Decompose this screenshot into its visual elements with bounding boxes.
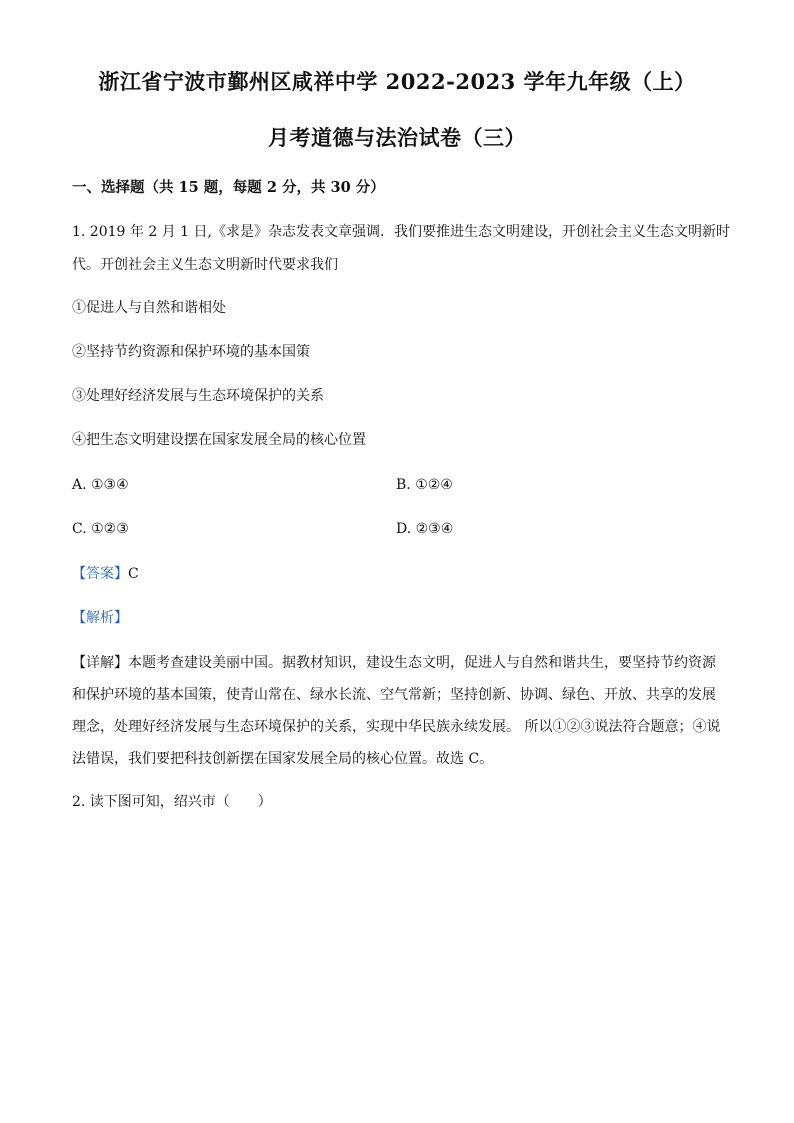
q1-stem-line-1: 1. 2019 年 2 月 1 日,《求是》杂志发表文章强调．我们要推进生态文明建设，开创社会主义生态文明新时 bbox=[72, 224, 730, 240]
q1-statement-3: ③处理好经济发展与生态环境保护的关系 bbox=[72, 388, 324, 404]
q1-detail-line-2: 和保护环境的基本国策，使青山常在、绿水长流、空气常新；坚持创新、协调、绿色、开放、共享的发展 bbox=[72, 687, 716, 703]
document-title-line-2: 月考道德与法治试卷（三） bbox=[268, 125, 526, 150]
answer-value: C bbox=[128, 566, 139, 582]
q1-statement-4: ④把生态文明建设摆在国家发展全局的核心位置 bbox=[72, 432, 366, 448]
detail-tag: 【详解】 bbox=[72, 655, 128, 671]
q1-statement-1: ①促进人与自然和谐相处 bbox=[72, 300, 226, 316]
q1-detail-line-1 bbox=[72, 653, 716, 673]
q1-option-d: D. ②③④ bbox=[396, 521, 454, 537]
q1-option-a: A. ①③④ bbox=[72, 477, 129, 493]
q1-answer bbox=[72, 564, 139, 584]
q1-detail-line-3: 理念，处理好经济发展与生态环境保护的关系，实现中华民族永续发展。 所以①②③说法符合题意；④说 bbox=[72, 719, 721, 735]
analysis-tag: 【解析】 bbox=[72, 610, 128, 626]
detail-text-1: 本题考查建设美丽中国。据教材知识，建设生态文明，促进人与自然和谐共生，要坚持节约资源 bbox=[128, 655, 716, 671]
q1-option-b: B. ①②④ bbox=[396, 477, 453, 493]
document-title-line-1: 浙江省宁波市鄞州区咸祥中学 2022-2023 学年九年级（上） bbox=[98, 69, 696, 94]
answer-tag: 【答案】 bbox=[72, 566, 128, 582]
q2-stem: 2. 读下图可知，绍兴市（ ） bbox=[72, 794, 272, 810]
q1-stem-line-2: 代。开创社会主义生态文明新时代要求我们 bbox=[72, 257, 338, 273]
q1-detail-line-4: 法错误，我们要把科技创新摆在国家发展全局的核心位置。故选 C。 bbox=[72, 751, 494, 767]
section-heading-choice: 一、选择题（共 15 题，每题 2 分，共 30 分） bbox=[72, 179, 385, 196]
q1-option-c: C. ①②③ bbox=[72, 521, 129, 537]
q1-analysis bbox=[72, 608, 128, 628]
q1-statement-2: ②坚持节约资源和保护环境的基本国策 bbox=[72, 344, 310, 360]
